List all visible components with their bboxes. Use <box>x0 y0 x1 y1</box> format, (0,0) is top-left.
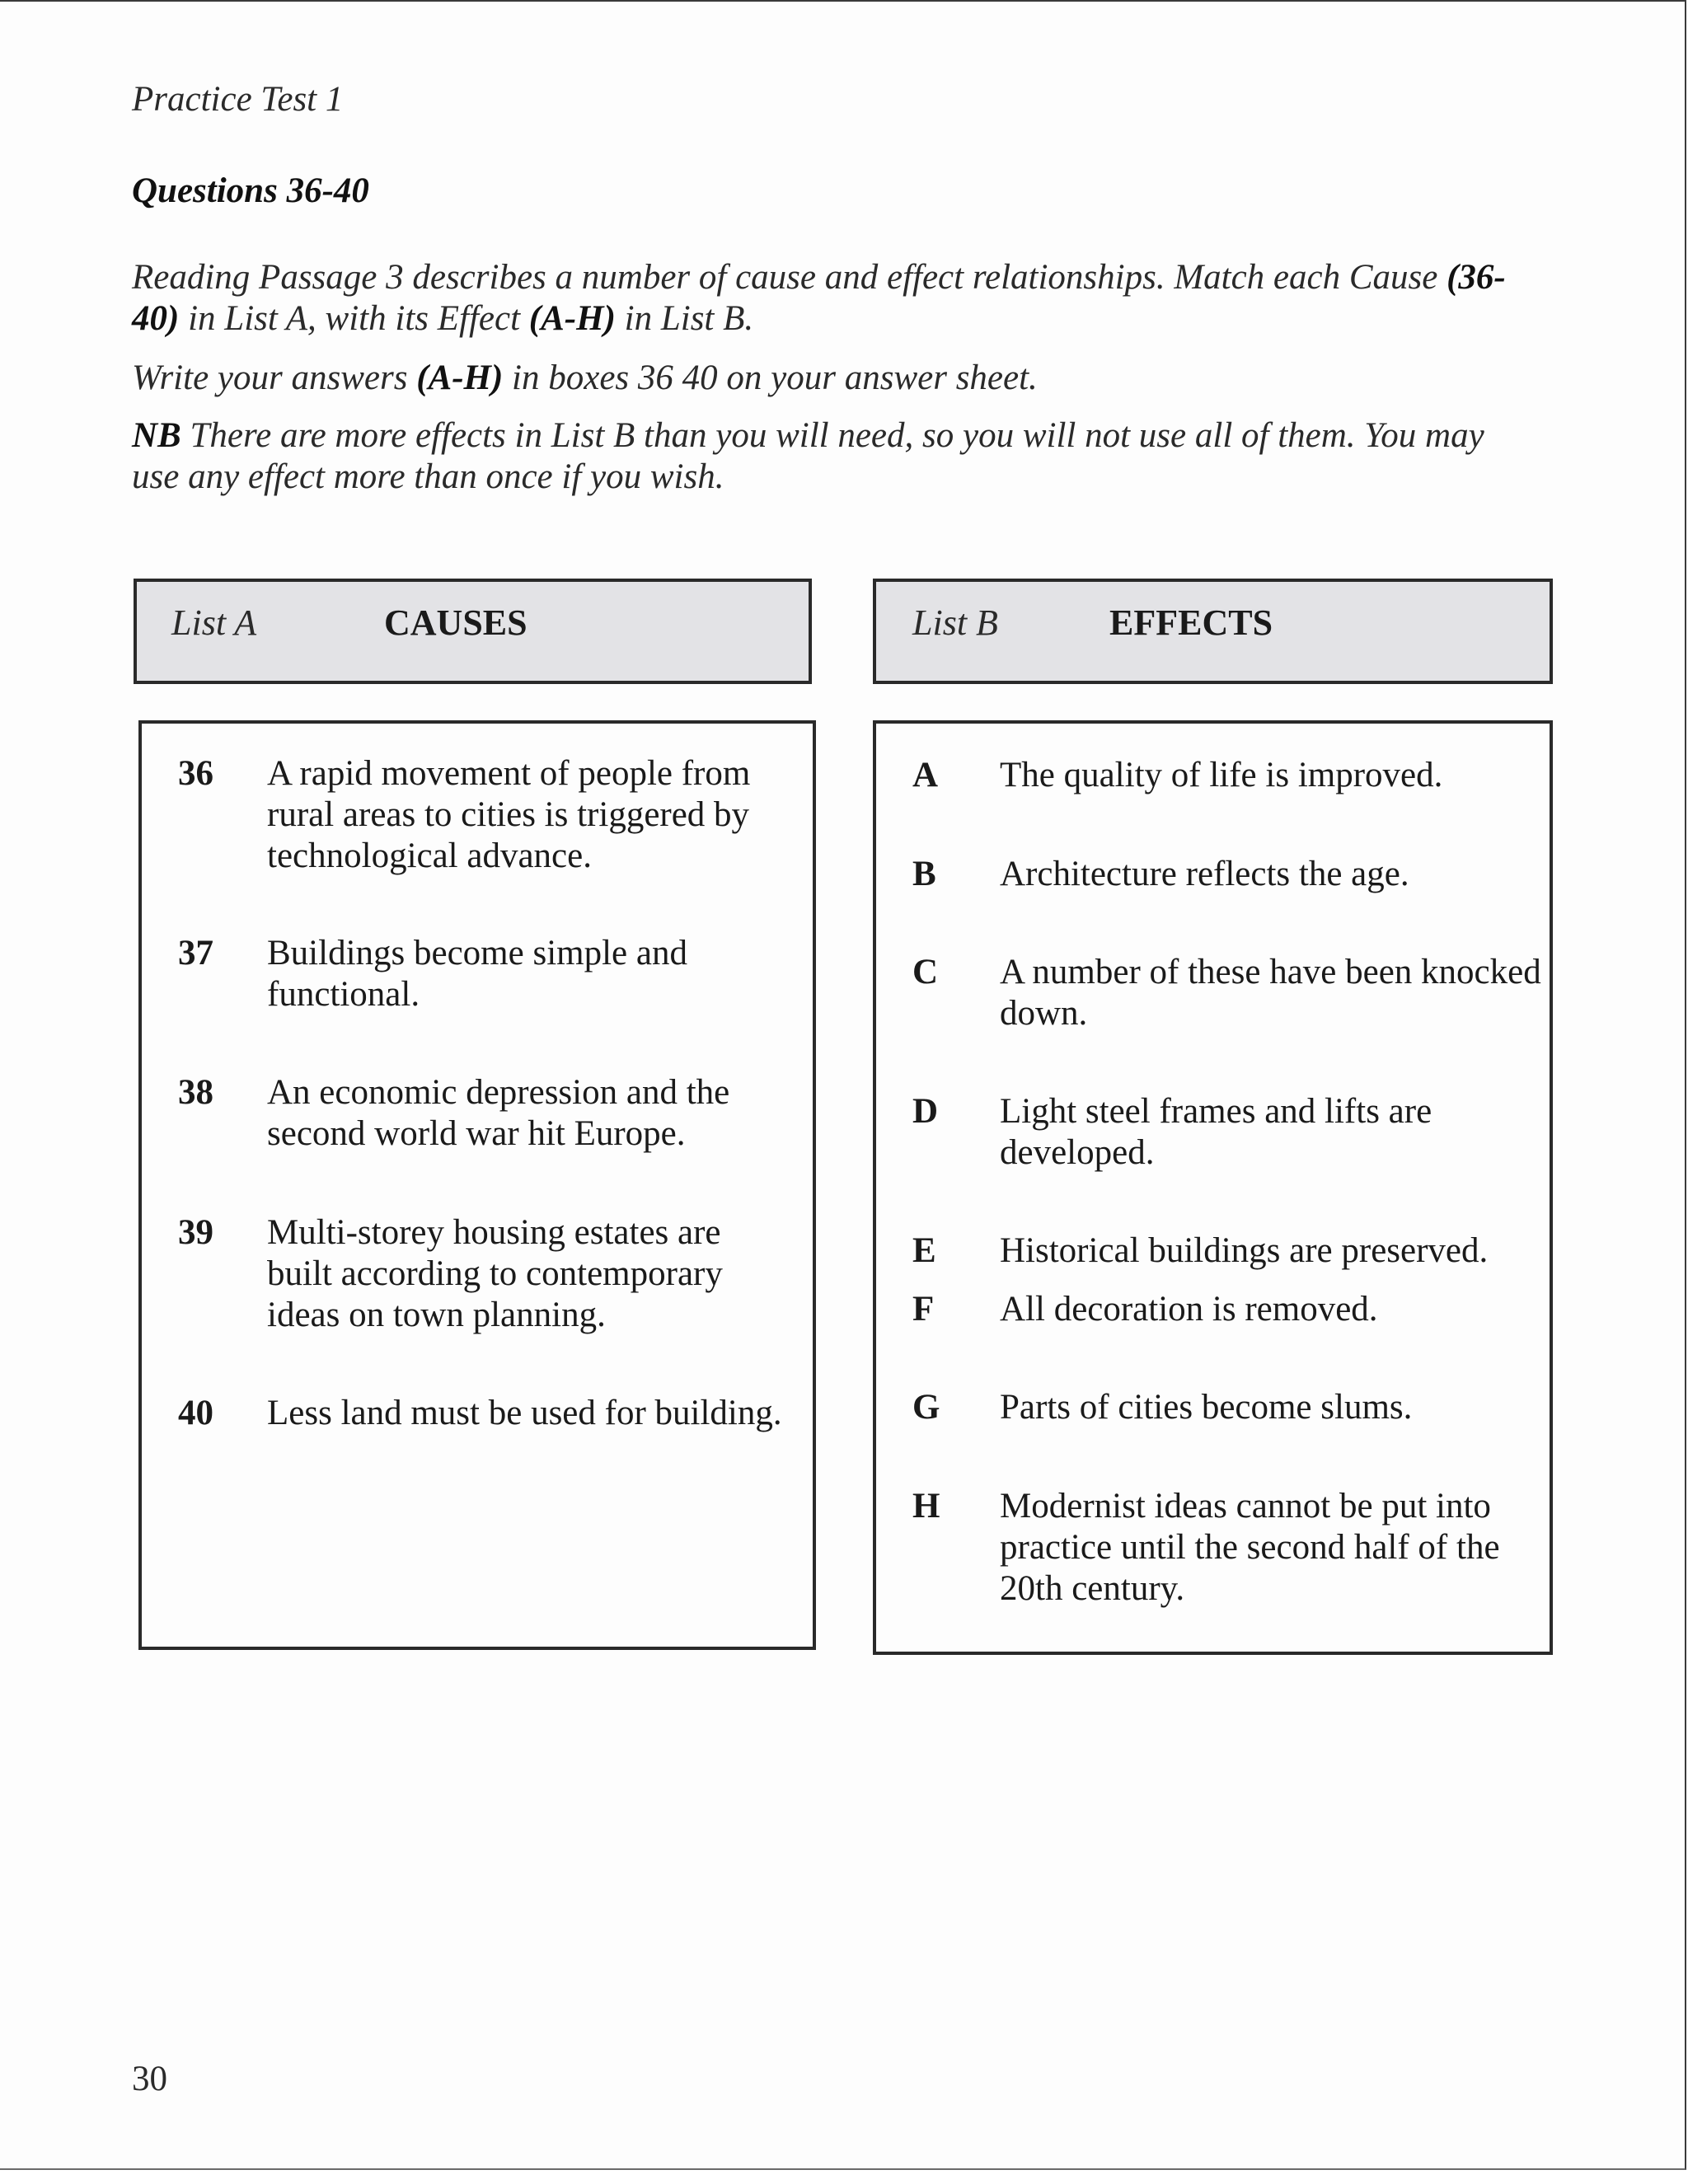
cause-number: 38 <box>178 1073 213 1112</box>
effect-letter: F <box>912 1290 935 1329</box>
effect-letter: G <box>912 1388 940 1427</box>
list-a-header <box>134 579 812 684</box>
cause-number: 36 <box>178 754 213 793</box>
list-a-title: CAUSES <box>384 602 528 643</box>
instruction-bold: (A-H) <box>416 359 504 397</box>
cause-number: 40 <box>178 1394 213 1432</box>
effect-text: Historical buildings are preserved. <box>1000 1231 1489 1270</box>
effect-text: A number of these have been knocked down. <box>1000 953 1541 1033</box>
cause-number: 37 <box>178 934 213 972</box>
effect-text: Parts of cities become slums. <box>1000 1388 1413 1427</box>
cause-text: A rapid movement of people from rural areas to cities is triggered by technological advance. <box>267 754 751 875</box>
cause-text: Less land must be used for building. <box>267 1394 782 1432</box>
instruction-paragraph-1 <box>132 257 1533 340</box>
list-b-title: EFFECTS <box>1109 602 1273 643</box>
page-header: Practice Test 1 <box>132 80 344 119</box>
cause-text: Multi-storey housing estates are built according to contemporary ideas on town planning. <box>267 1213 723 1334</box>
effect-text: Light steel frames and lifts are developed. <box>1000 1092 1432 1172</box>
instruction-paragraph-3 <box>132 415 1533 498</box>
effect-text: All decoration is removed. <box>1000 1290 1378 1329</box>
effect-text: Architecture reflects the age. <box>1000 855 1409 893</box>
instruction-bold: (36-40) <box>132 258 1506 338</box>
instruction-text: in List A, with its Effect <box>179 299 529 338</box>
effect-letter: H <box>912 1487 940 1526</box>
instruction-text: in boxes 36 40 on your answer sheet. <box>503 359 1038 397</box>
instruction-bold: (A-H) <box>528 299 616 338</box>
effect-letter: E <box>912 1231 936 1270</box>
questions-heading: Questions 36-40 <box>132 171 369 210</box>
cause-number: 39 <box>178 1213 213 1252</box>
list-b-label: List B <box>912 602 998 643</box>
instruction-text: Reading Passage 3 describes a number of cause and effect relationships. Match each Cause <box>132 258 1447 297</box>
cause-text: An economic depression and the second world war hit Europe. <box>267 1073 730 1153</box>
effect-letter: D <box>912 1092 939 1131</box>
cause-text: Buildings become simple and functional. <box>267 934 687 1014</box>
page-number: 30 <box>132 2060 167 2098</box>
list-b-header <box>873 579 1553 684</box>
instruction-text: There are more effects in List B than you will need, so you will not use all of them. You may use any effect more than once if you wish. <box>132 416 1484 496</box>
effect-text: The quality of life is improved. <box>1000 756 1443 794</box>
effect-letter: C <box>912 953 939 991</box>
effect-letter: B <box>912 855 936 893</box>
instruction-paragraph-2 <box>132 358 1533 399</box>
effect-text: Modernist ideas cannot be put into practice until the second half of the 20th century. <box>1000 1487 1500 1608</box>
instruction-bold: NB <box>132 416 181 455</box>
effect-letter: A <box>912 756 939 794</box>
list-a-label: List A <box>171 602 257 643</box>
list-b-effects <box>873 720 1553 1655</box>
list-a-causes <box>138 720 816 1650</box>
instruction-text: Write your answers <box>132 359 417 397</box>
instruction-text: in List B. <box>615 299 754 338</box>
